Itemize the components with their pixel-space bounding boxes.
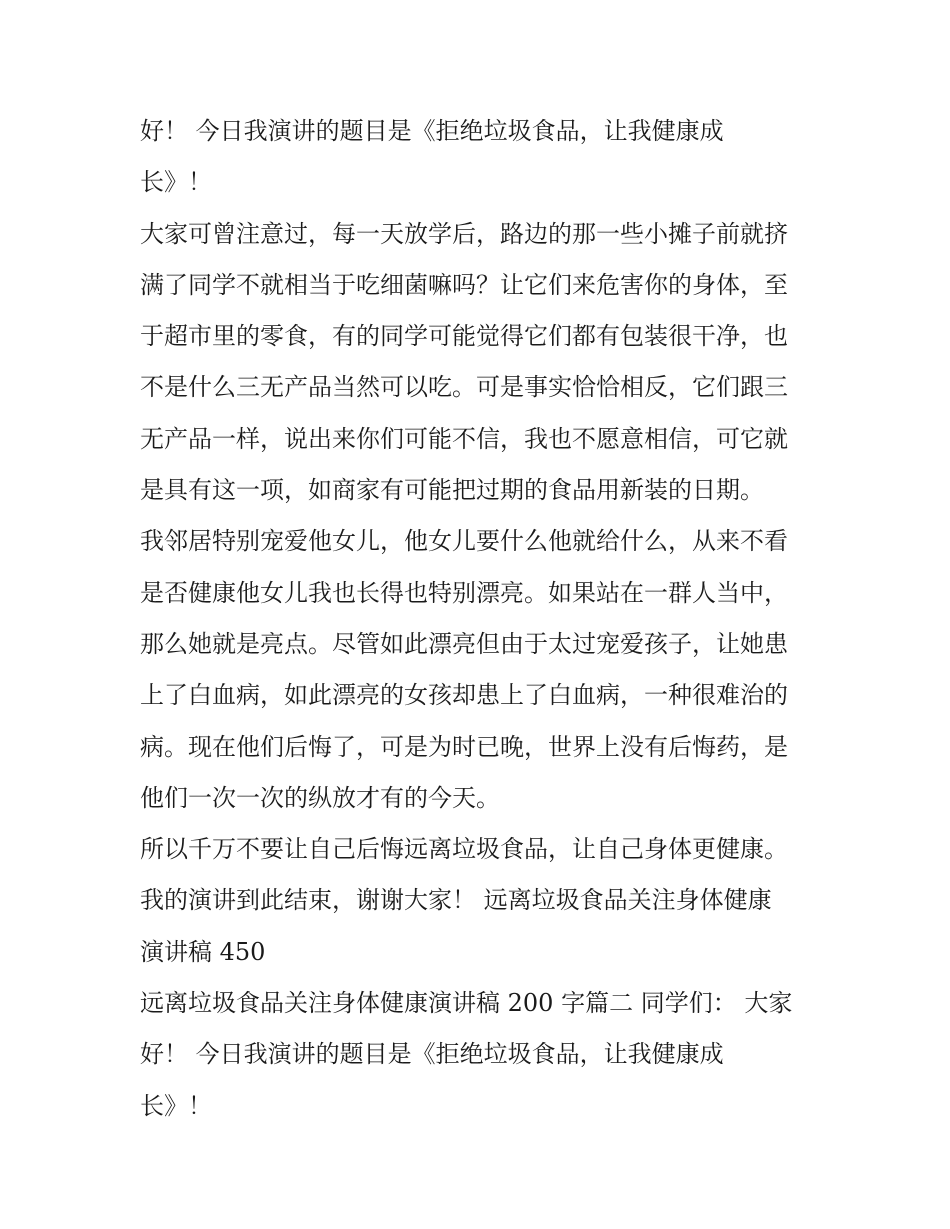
- text-line: 远离垃圾食品关注身体健康演讲稿 200 字篇二 同学们： 大家: [140, 989, 793, 1018]
- text-line: 是否健康他女儿我也长得也特别漂亮。如果站在一群人当中，: [140, 578, 788, 607]
- text-line: 所以千万不要让自己后悔远离垃圾食品，让自己身体更健康。: [140, 835, 788, 864]
- text-line: 满了同学不就相当于吃细菌嘛吗？让它们来危害你的身体，至: [140, 270, 788, 299]
- text-line: 于超市里的零食，有的同学可能觉得它们都有包装很干净，也: [140, 322, 788, 351]
- text-line: 我邻居特别宠爱他女儿，他女儿要什么他就给什么，从来不看: [140, 527, 788, 556]
- text-line: 好！ 今日我演讲的题目是《拒绝垃圾食品，让我健康成: [140, 1040, 724, 1069]
- text-line: 上了白血病，如此漂亮的女孩却患上了白血病，一种很难治的: [140, 681, 788, 710]
- text-line: 长》！: [140, 1091, 212, 1120]
- text-line: 大家可曾注意过，每一天放学后，路边的那一些小摊子前就挤: [140, 219, 788, 248]
- text-line: 病。现在他们后悔了，可是为时已晚，世界上没有后悔药，是: [140, 732, 788, 761]
- text-line: 无产品一样，说出来你们可能不信，我也不愿意相信，可它就: [140, 424, 788, 453]
- text-line: 不是什么三无产品当然可以吃。可是事实恰恰相反，它们跟三: [140, 373, 788, 402]
- speech-text-block: [140, 106, 820, 1132]
- text-line: 是具有这一项，如商家有可能把过期的食品用新装的日期。: [140, 476, 764, 505]
- text-line: 好！ 今日我演讲的题目是《拒绝垃圾食品，让我健康成: [140, 117, 724, 145]
- text-line: 那么她就是亮点。尽管如此漂亮但由于太过宠爱孩子，让她患: [140, 629, 788, 658]
- text-line: 我的演讲到此结束，谢谢大家！ 远离垃圾食品关注身体健康: [140, 886, 772, 915]
- text-line: 演讲稿 450: [140, 937, 266, 966]
- text-line: 他们一次一次的纵放才有的今天。: [140, 783, 500, 812]
- text-line: 长》！: [140, 168, 212, 197]
